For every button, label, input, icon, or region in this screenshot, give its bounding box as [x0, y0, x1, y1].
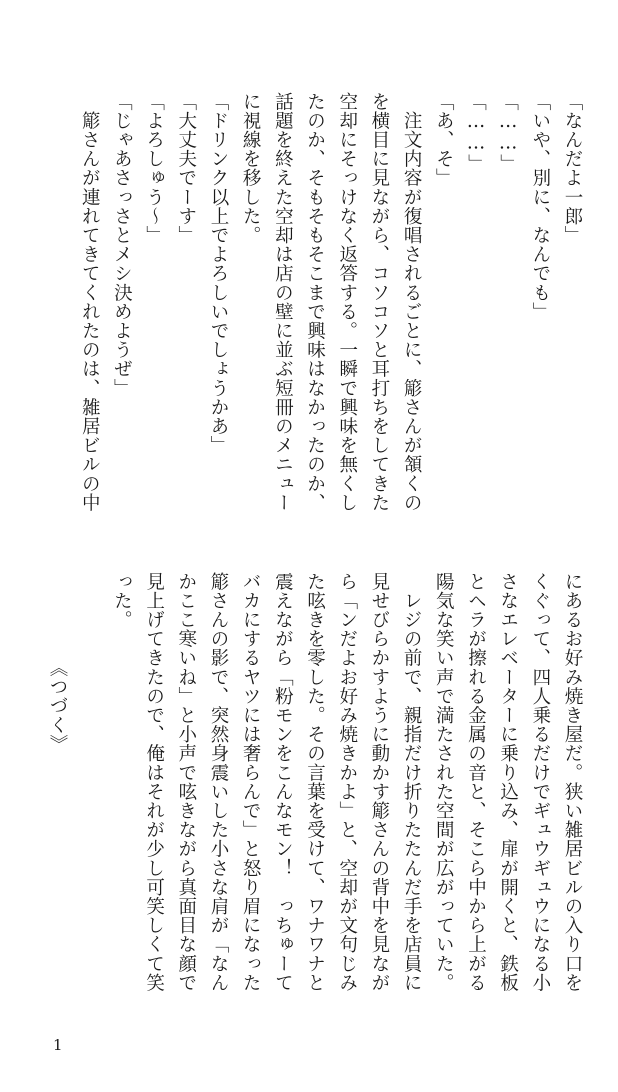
bottom_block-line: にあるお好み焼き屋だ。狭い雑居ビルの入り口を: [562, 572, 583, 993]
top_block-line: 「……」: [465, 92, 487, 174]
bottom_block-line: さなエレベーターに乗り込み、扉が開くと、鉄板: [497, 572, 519, 993]
top_block-line: に視線を移した。: [240, 92, 262, 245]
bottom_block-line: かここ寒いね」と小声で呟きながら真面目な顔で: [175, 572, 197, 993]
top_block-line: 「……」: [497, 92, 519, 174]
top_block-line: 「いや、別に、なんでも」: [529, 92, 551, 322]
bottom_block-line: 陽気な笑い声で満たされた空間が広がっていた。: [433, 572, 455, 993]
page-number: 1: [53, 1036, 63, 1054]
top_block-line: 簓さんが連れてきてくれたのは、雑居ビルの中: [79, 92, 101, 513]
text-block-bottom: [8, 572, 588, 1022]
bottom_block-line: 見上げてきたので、俺はそれが少し可笑しくて笑: [143, 572, 165, 993]
bottom_block-line: とヘラが擦れる金属の音と、そこら中から上がる: [465, 572, 487, 993]
top_block-line: 「なんだよ一郎」: [562, 92, 583, 245]
bottom_block-line: 震えながら「粉モンをこんなモン！ っちゅーて: [272, 572, 294, 993]
top_block-line: 話題を終えた空却は店の壁に並ぶ短冊のメニュー: [272, 92, 294, 513]
bottom_block-line: [73, 572, 105, 1022]
bottom_block-line: くぐって、四人乗るだけでギュウギュウになる小: [529, 572, 551, 993]
top_block-line: 「よろしゅう〜」: [143, 92, 165, 245]
text-block-top: [8, 92, 588, 542]
top_block-line: 「大丈夫でーす」: [175, 92, 197, 245]
bottom_block-line: 簓さんの影で、突然身震いした小さな肩が「なん: [207, 572, 229, 993]
top_block-line: 「あ、そ」: [433, 92, 455, 188]
bottom_block-line: バカにするヤツには奢らんで」と怒り眉になった: [240, 572, 262, 993]
top_block-line: 「ドリンク以上でよろしいでしょうかあ」: [207, 92, 229, 455]
top_block-line: 「じゃあさっさとメシ決めようぜ」: [111, 92, 133, 398]
top_block-line: 注文内容が復唱されるごとに、簓さんが頷くの: [401, 92, 423, 513]
top_block-line: を横目に見ながら、コソコソと耳打ちをしてきた: [368, 92, 390, 513]
top_block-line: たのか、そもそもそこまで興味はなかったのか、: [304, 92, 326, 513]
bottom_block-line: た呟きを零した。その言葉を受けて、ワナワナと: [304, 572, 326, 993]
bottom_block-line: った。: [111, 572, 133, 630]
bottom_block-line: ら「ンだよお好み焼きかよ」と、空却が文句じみ: [336, 572, 358, 993]
bottom_block-line: レジの前で、親指だけ折りたたんだ手を店員に: [401, 572, 423, 993]
top_block-line: 空却にそっけなく返答する。一瞬で興味を無くし: [336, 92, 358, 513]
bottom_block-line: 《つづく》: [47, 572, 68, 754]
bottom_block-line: 見せびらかすように動かす簓さんの背中を見なが: [368, 572, 390, 993]
